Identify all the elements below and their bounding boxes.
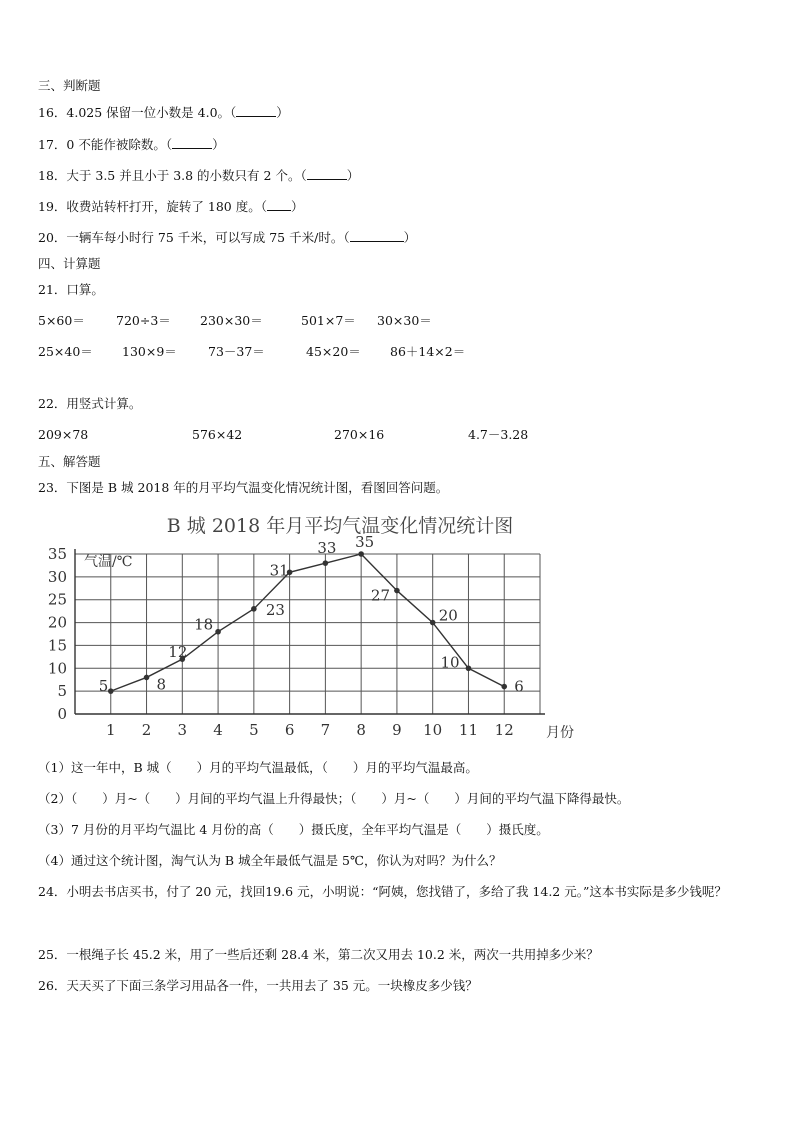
data-point: [358, 551, 364, 557]
x-tick-label: 9: [392, 721, 402, 739]
q23-part-2: （2）（ ）月~（ ）月间的平均气温上升得最快；（ ）月~（ ）月间的平均气温下降得最快。: [38, 791, 630, 806]
data-point: [144, 675, 150, 681]
question-24: 24．小明去书店买书，付了 20 元，找回19.6 元，小明说：“阿姨，您找错了，多给了我 14.2 元。”这本书实际是多少钱呢？: [38, 884, 727, 899]
data-point: [215, 629, 221, 635]
question-number: 18．: [38, 168, 67, 183]
x-tick-label: 11: [458, 721, 479, 739]
mental-item: 25×40＝: [38, 344, 93, 359]
mental-item: 230×30＝: [200, 313, 263, 328]
data-point: [501, 684, 507, 690]
bracket-close: ）: [290, 199, 304, 214]
question-16: [38, 104, 289, 121]
y-tick-label: 20: [47, 613, 67, 632]
mental-item: 45×20＝: [306, 344, 361, 359]
question-17: [38, 136, 225, 153]
bracket-close: ）: [276, 105, 289, 120]
q23-part-1: （1）这一年中，B 城（ ）月的平均气温最低，（ ）月的平均气温最高。: [38, 760, 478, 775]
x-tick-label: 6: [284, 721, 295, 739]
vertical-item: 4.7－3.28: [468, 427, 529, 442]
answer-blank[interactable]: [236, 104, 276, 117]
x-tick-label: 1: [105, 721, 116, 739]
question-25: 25．一根绳子长 45.2 米，用了一些后还剩 28.4 米，第二次又用去 10.2 米，两次一共用掉多少米？: [38, 947, 599, 962]
section-5-title: 五、解答题: [38, 454, 101, 469]
y-tick-label: 5: [57, 682, 67, 701]
question-18: [38, 167, 359, 184]
mental-item: 30×30＝: [377, 313, 432, 328]
data-label: 6: [514, 677, 524, 696]
mental-item: 86＋14×2＝: [390, 344, 466, 359]
x-tick-label: 5: [249, 721, 259, 739]
data-label: 31: [269, 561, 289, 580]
temperature-line-chart: [40, 505, 600, 745]
x-axis-label: 月份: [546, 725, 574, 741]
x-tick-label: 10: [423, 721, 443, 739]
bracket-close: ）: [403, 230, 417, 245]
data-label: 20: [438, 606, 458, 625]
data-label: 27: [370, 586, 391, 605]
data-point: [251, 606, 257, 612]
vertical-item: 209×78: [38, 427, 89, 442]
question-number: 19．: [38, 199, 67, 214]
vertical-item: 576×42: [192, 427, 243, 442]
question-22-label: 22．用竖式计算。: [38, 396, 142, 411]
data-point: [323, 560, 329, 566]
mental-item: 501×7＝: [301, 313, 356, 328]
question-23-label: 23．下图是 B 城 2018 年的月平均气温变化情况统计图，看图回答问题。: [38, 480, 449, 495]
data-label: 5: [98, 677, 109, 696]
x-tick-label: 4: [213, 721, 223, 739]
question-text: 一辆车每小时行 75 千米，可以写成 75 千米/时。（: [66, 230, 350, 245]
mental-item: 5×60＝: [38, 313, 85, 328]
y-tick-label: 10: [47, 659, 67, 678]
y-tick-label: 15: [47, 636, 67, 655]
data-point: [394, 588, 400, 594]
mental-item: 130×9＝: [122, 344, 177, 359]
data-label: 10: [440, 653, 460, 672]
chart-title: B 城 2018 年月平均气温变化情况统计图: [166, 515, 514, 537]
data-label: 18: [194, 615, 214, 634]
answer-blank[interactable]: [267, 198, 291, 211]
question-20: [38, 229, 416, 246]
data-label: 12: [168, 643, 188, 662]
x-tick-label: 7: [320, 721, 331, 739]
bracket-close: ）: [212, 137, 225, 152]
y-axis-label: 气温/℃: [84, 554, 133, 570]
data-label: 33: [317, 539, 337, 558]
q23-part-3: （3）7 月份的月平均气温比 4 月份的高（ ）摄氏度，全年平均气温是（ ）摄氏度。: [38, 822, 549, 837]
bracket-close: ）: [346, 168, 360, 183]
data-point: [108, 688, 114, 694]
x-tick-label: 12: [494, 721, 514, 739]
x-tick-label: 3: [177, 721, 188, 739]
data-label: 23: [265, 600, 285, 619]
data-label: 35: [355, 533, 375, 551]
section-3-title: 三、判断题: [38, 78, 101, 93]
vertical-item: 270×16: [334, 427, 385, 442]
question-number: 16．: [38, 105, 67, 120]
y-tick-label: 0: [57, 705, 67, 723]
data-label: 8: [156, 675, 167, 694]
q23-part-4: （4）通过这个统计图，淘气认为 B 城全年最低气温是 5℃，你认为对吗？为什么？: [38, 853, 502, 868]
chart-axes: [75, 549, 545, 714]
x-tick-label: 8: [356, 721, 366, 739]
chart-series: [99, 533, 524, 696]
answer-blank[interactable]: [172, 136, 212, 149]
question-text: 收费站转杆打开，旋转了 180 度。（: [66, 199, 267, 214]
y-tick-label: 30: [47, 567, 67, 586]
section-4-title: 四、计算题: [38, 256, 101, 271]
question-number: 20．: [38, 230, 67, 245]
y-tick-label: 35: [47, 545, 67, 563]
y-tick-label: 25: [47, 590, 67, 609]
question-number: 17．: [38, 137, 67, 152]
question-26: 26．天天买了下面三条学习用品各一件，一共用去了 35 元。一块橡皮多少钱？: [38, 978, 478, 993]
chart-grid: [75, 554, 540, 714]
data-point: [430, 620, 436, 626]
question-21-label: 21．口算。: [38, 282, 104, 297]
question-text: 4.025 保留一位小数是 4.0。（: [66, 105, 237, 120]
data-point: [466, 665, 472, 671]
question-text: 大于 3.5 并且小于 3.8 的小数只有 2 个。（: [66, 168, 307, 183]
question-text: 0 不能作被除数。（: [66, 137, 173, 152]
question-19: [38, 198, 303, 215]
mental-item: 73－37＝: [208, 344, 265, 359]
mental-item: 720÷3＝: [116, 313, 171, 328]
x-tick-label: 2: [141, 721, 152, 739]
answer-blank[interactable]: [307, 167, 347, 180]
answer-blank[interactable]: [350, 229, 404, 242]
